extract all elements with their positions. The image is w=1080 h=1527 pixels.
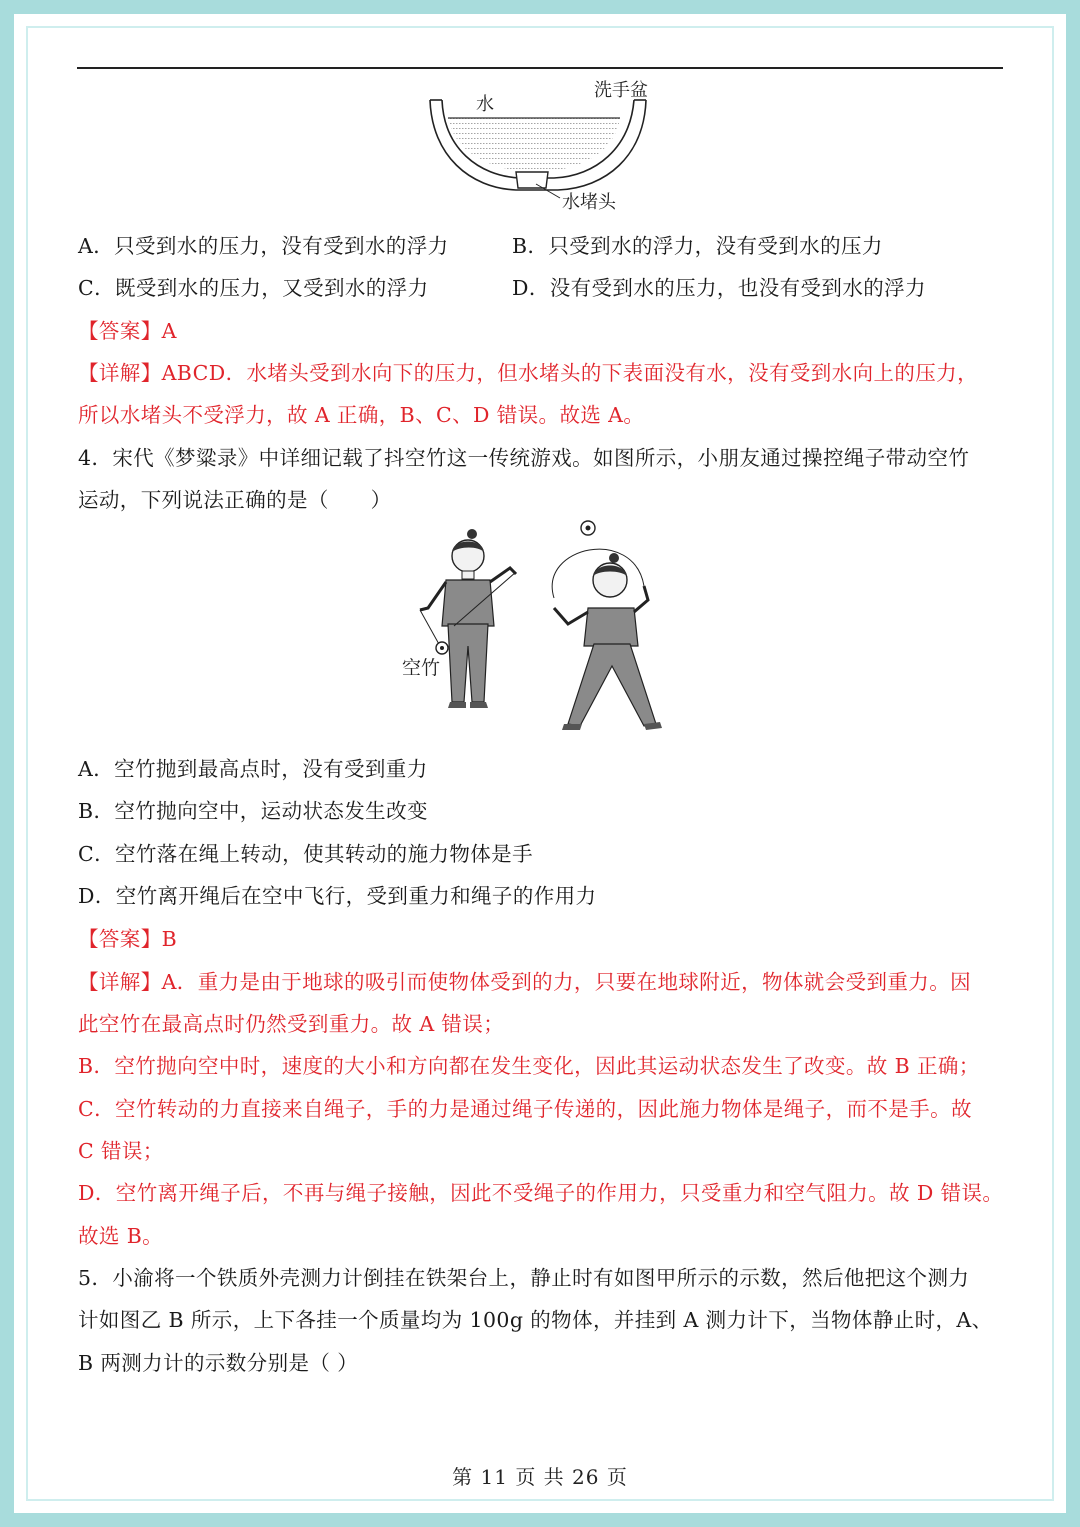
q4-detail-line: 【详解】A．重力是由于地球的吸引而使物体受到的力，只要在地球附近，物体就会受到重力。因 — [78, 970, 972, 994]
kongzhu-label: 空竹 — [402, 657, 441, 679]
q5-stem-line: B 两测力计的示数分别是（ ） — [78, 1351, 359, 1375]
q3-option-d: D．没有受到水的压力，也没有受到水的浮力 — [512, 276, 926, 300]
q4-answer: 【答案】B — [78, 927, 178, 951]
page-number: 第 11 页 共 26 页 — [452, 1465, 628, 1489]
q4-stem-line: 4．宋代《梦粱录》中详细记载了抖空竹这一传统游戏。如图所示，小朋友通过操控绳子带动空竹 — [78, 446, 970, 470]
q4-option-a: A．空竹抛到最高点时，没有受到重力 — [78, 757, 428, 781]
q5-stem-line: 5．小渝将一个铁质外壳测力计倒挂在铁架台上，静止时有如图甲所示的示数，然后他把这个测力 — [78, 1266, 970, 1290]
q5-stem-line: 计如图乙 B 所示，上下各挂一个质量均为 100g 的物体，并挂到 A 测力计下，当物体静止时，A、 — [78, 1308, 993, 1332]
q4-detail-line: 此空竹在最高点时仍然受到重力。故 A 错误； — [78, 1012, 505, 1036]
q4-detail-line: 故选 B。 — [78, 1224, 164, 1248]
right-child-illustration — [552, 521, 662, 730]
q4-option-b: B．空竹抛向空中，运动状态发生改变 — [78, 799, 428, 823]
basin-figure — [420, 76, 660, 216]
kongzhu-figure — [398, 516, 678, 742]
left-child-illustration — [420, 529, 516, 708]
q4-detail-line: C．空竹转动的力直接来自绳子，手的力是通过绳子传递的，因此施力物体是绳子，而不是手。故 — [78, 1097, 972, 1121]
q4-stem-line: 运动，下列说法正确的是（ ） — [78, 488, 392, 512]
q3-option-b: B．只受到水的浮力，没有受到水的压力 — [512, 234, 883, 258]
q3-detail-line: 【详解】ABCD．水堵头受到水向下的压力，但水堵头的下表面没有水，没有受到水向上的压力， — [78, 361, 978, 385]
header-rule — [77, 67, 1003, 69]
water-label: 水 — [476, 94, 494, 115]
q3-answer: 【答案】A — [78, 319, 177, 343]
plug-label: 水堵头 — [562, 192, 616, 213]
q4-detail-line: B．空竹抛向空中时，速度的大小和方向都在发生变化，因此其运动状态发生了改变。故 B 正确； — [78, 1054, 980, 1078]
q3-option-a: A．只受到水的压力，没有受到水的浮力 — [78, 234, 449, 258]
q4-detail-line: D．空竹离开绳子后，不再与绳子接触，因此不受绳子的作用力，只受重力和空气阻力。故 D 错误。 — [78, 1181, 1004, 1205]
q4-option-d: D．空竹离开绳后在空中飞行，受到重力和绳子的作用力 — [78, 884, 597, 908]
q4-option-c: C．空竹落在绳上转动，使其转动的施力物体是手 — [78, 842, 533, 866]
basin-label: 洗手盆 — [594, 80, 648, 101]
q4-detail-line: C 错误； — [78, 1139, 164, 1163]
q3-detail-line: 所以水堵头不受浮力，故 A 正确，B、C、D 错误。故选 A。 — [78, 403, 645, 427]
q3-option-c: C．既受到水的压力，又受到水的浮力 — [78, 276, 429, 300]
